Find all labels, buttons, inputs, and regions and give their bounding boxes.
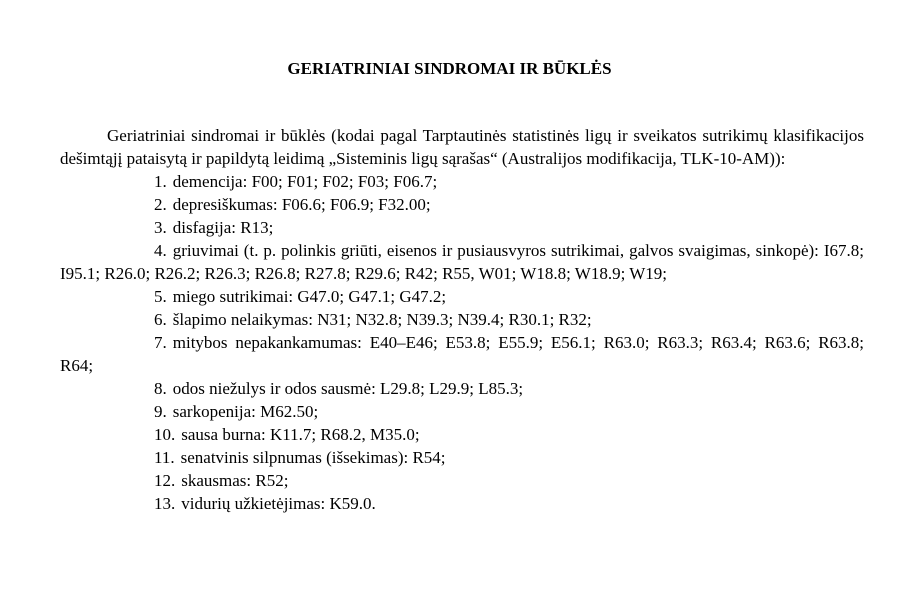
list-item-text: sausa burna: K11.7; R68.2, M35.0; xyxy=(181,425,420,444)
list-item xyxy=(60,285,864,308)
syndrome-list xyxy=(60,170,864,515)
list-item-number: 6. xyxy=(154,310,167,329)
list-item-number: 12. xyxy=(154,471,176,490)
list-item xyxy=(60,170,864,193)
list-item-number: 10. xyxy=(154,425,176,444)
document-title: GERIATRINIAI SINDROMAI IR BŪKLĖS xyxy=(287,59,612,78)
list-item-number: 13. xyxy=(154,494,176,513)
list-item-text: vidurių užkietėjimas: K59.0. xyxy=(181,494,376,513)
list-item-text: miego sutrikimai: G47.0; G47.1; G47.2; xyxy=(172,287,447,306)
intro-paragraph: Geriatriniai sindromai ir būklės (kodai pagal Tarptautinės statistinės ligų ir sveikatos sutrikimų klasifikacijos dešimtąjį pataisytą ir papildytą leidimą „Sisteminis ligų sąrašas“ (Australijos modifikacija, TLK-10-AM)): xyxy=(60,126,864,168)
list-item-number: 5. xyxy=(154,287,167,306)
list-item-number: 3. xyxy=(154,218,167,237)
list-item-text: disfagija: R13; xyxy=(172,218,274,237)
list-item-text: mitybos nepakankamumas: E40–E46; E53.8; E55.9; E56.1; R63.0; R63.3; R63.4; R63.6; R63.8; R64; xyxy=(60,333,864,375)
list-item xyxy=(60,400,864,423)
list-item-number: 4. xyxy=(154,241,167,260)
list-item xyxy=(60,331,864,377)
list-item-text: odos niežulys ir odos sausmė: L29.8; L29.9; L85.3; xyxy=(172,379,524,398)
list-item-number: 8. xyxy=(154,379,167,398)
list-item-number: 2. xyxy=(154,195,167,214)
list-item xyxy=(60,423,864,446)
list-item-number: 9. xyxy=(154,402,167,421)
list-item-number: 7. xyxy=(154,333,167,352)
list-item-text: depresiškumas: F06.6; F06.9; F32.00; xyxy=(172,195,431,214)
list-item-number: 1. xyxy=(154,172,167,191)
list-item xyxy=(60,239,864,285)
list-item-text: senatvinis silpnumas (išsekimas): R54; xyxy=(180,448,446,467)
document-body xyxy=(60,124,864,515)
list-item xyxy=(60,308,864,331)
list-item xyxy=(60,193,864,216)
list-item xyxy=(60,469,864,492)
list-item xyxy=(60,492,864,515)
list-item-number: 11. xyxy=(154,448,175,467)
list-item xyxy=(60,377,864,400)
list-item-text: griuvimai (t. p. polinkis griūti, eisenos ir pusiausvyros sutrikimai, galvos svaigimas, sinkopė): I67.8; I95.1; R26.0; R26.2; R26.3; R26.8; R27.8; R29.6; R42; R55, W01; W18.8; W18.9; W19; xyxy=(60,241,864,283)
list-item-text: sarkopenija: M62.50; xyxy=(172,402,319,421)
list-item-text: demencija: F00; F01; F02; F03; F06.7; xyxy=(172,172,438,191)
list-item xyxy=(60,216,864,239)
list-item xyxy=(60,446,864,469)
list-item-text: šlapimo nelaikymas: N31; N32.8; N39.3; N39.4; R30.1; R32; xyxy=(172,310,592,329)
list-item-text: skausmas: R52; xyxy=(181,471,289,490)
